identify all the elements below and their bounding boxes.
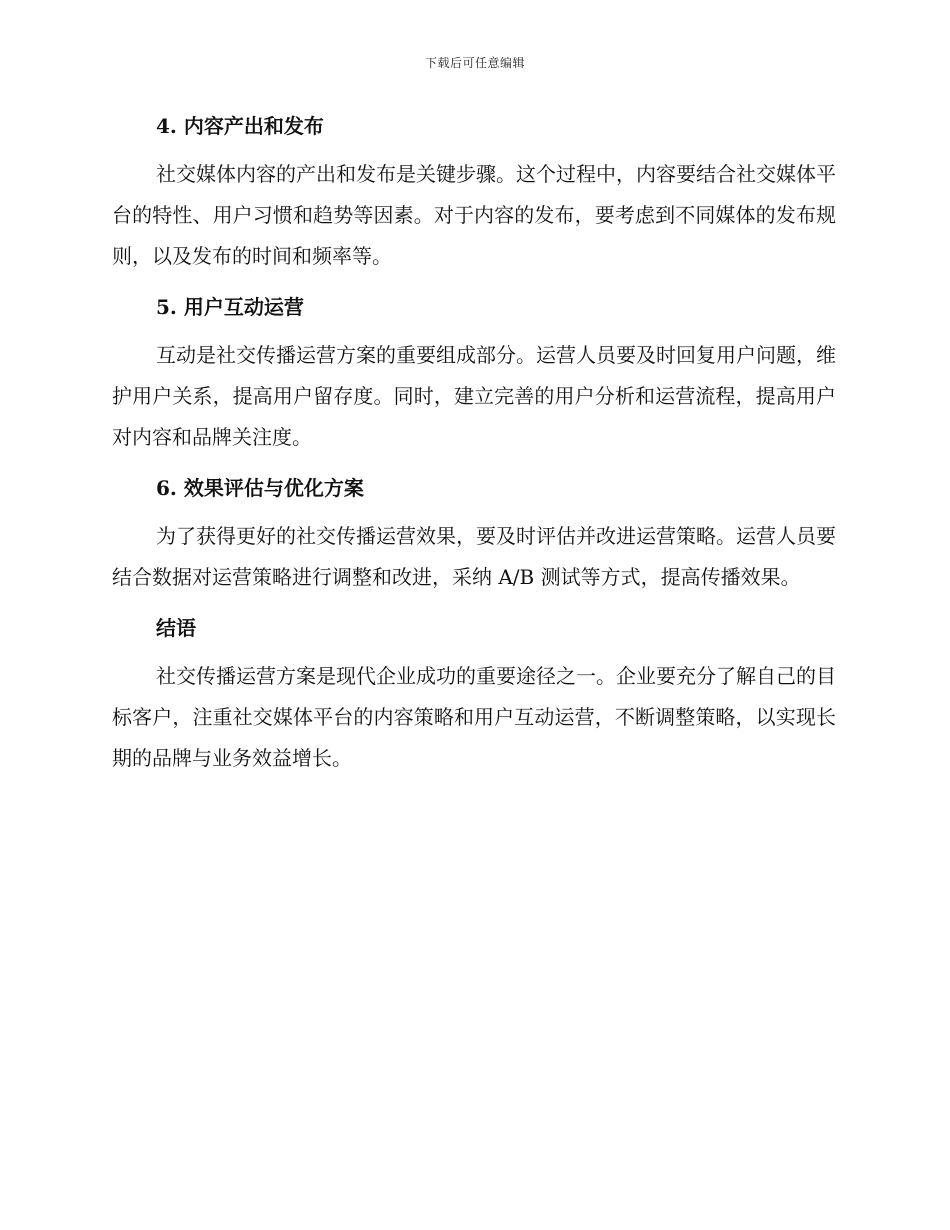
section-heading: 6. 效果评估与优化方案	[156, 476, 364, 500]
section-content-output	[112, 108, 836, 277]
section-user-interaction	[112, 289, 836, 458]
section-heading: 5. 用户互动运营	[156, 295, 304, 319]
section-paragraph: 为了获得更好的社交传播运营效果，要及时评估并改进运营策略。运营人员要结合数据对运营策略进行调整和改进，采纳 A/B 测试等方式，提高传播效果。	[112, 524, 836, 589]
section-paragraph: 社交媒体内容的产出和发布是关键步骤。这个过程中，内容要结合社交媒体平台的特性、用户习惯和趋势等因素。对于内容的发布，要考虑到不同媒体的发布规则，以及发布的时间和频率等。	[112, 162, 836, 268]
section-paragraph: 互动是社交传播运营方案的重要组成部分。运营人员要及时回复用户问题，维护用户关系，提高用户留存度。同时，建立完善的用户分析和运营流程，提高用户对内容和品牌关注度。	[112, 343, 836, 449]
section-heading: 4. 内容产出和发布	[156, 114, 324, 138]
section-conclusion	[112, 610, 836, 779]
section-evaluation	[112, 470, 836, 598]
page-header-note: 下载后可任意编辑	[424, 56, 525, 70]
document-body	[112, 108, 836, 791]
section-paragraph: 社交传播运营方案是现代企业成功的重要途径之一。企业要充分了解自己的目标客户，注重社交媒体平台的内容策略和用户互动运营，不断调整策略，以实现长期的品牌与业务效益增长。	[112, 664, 836, 770]
section-heading: 结语	[156, 616, 196, 640]
